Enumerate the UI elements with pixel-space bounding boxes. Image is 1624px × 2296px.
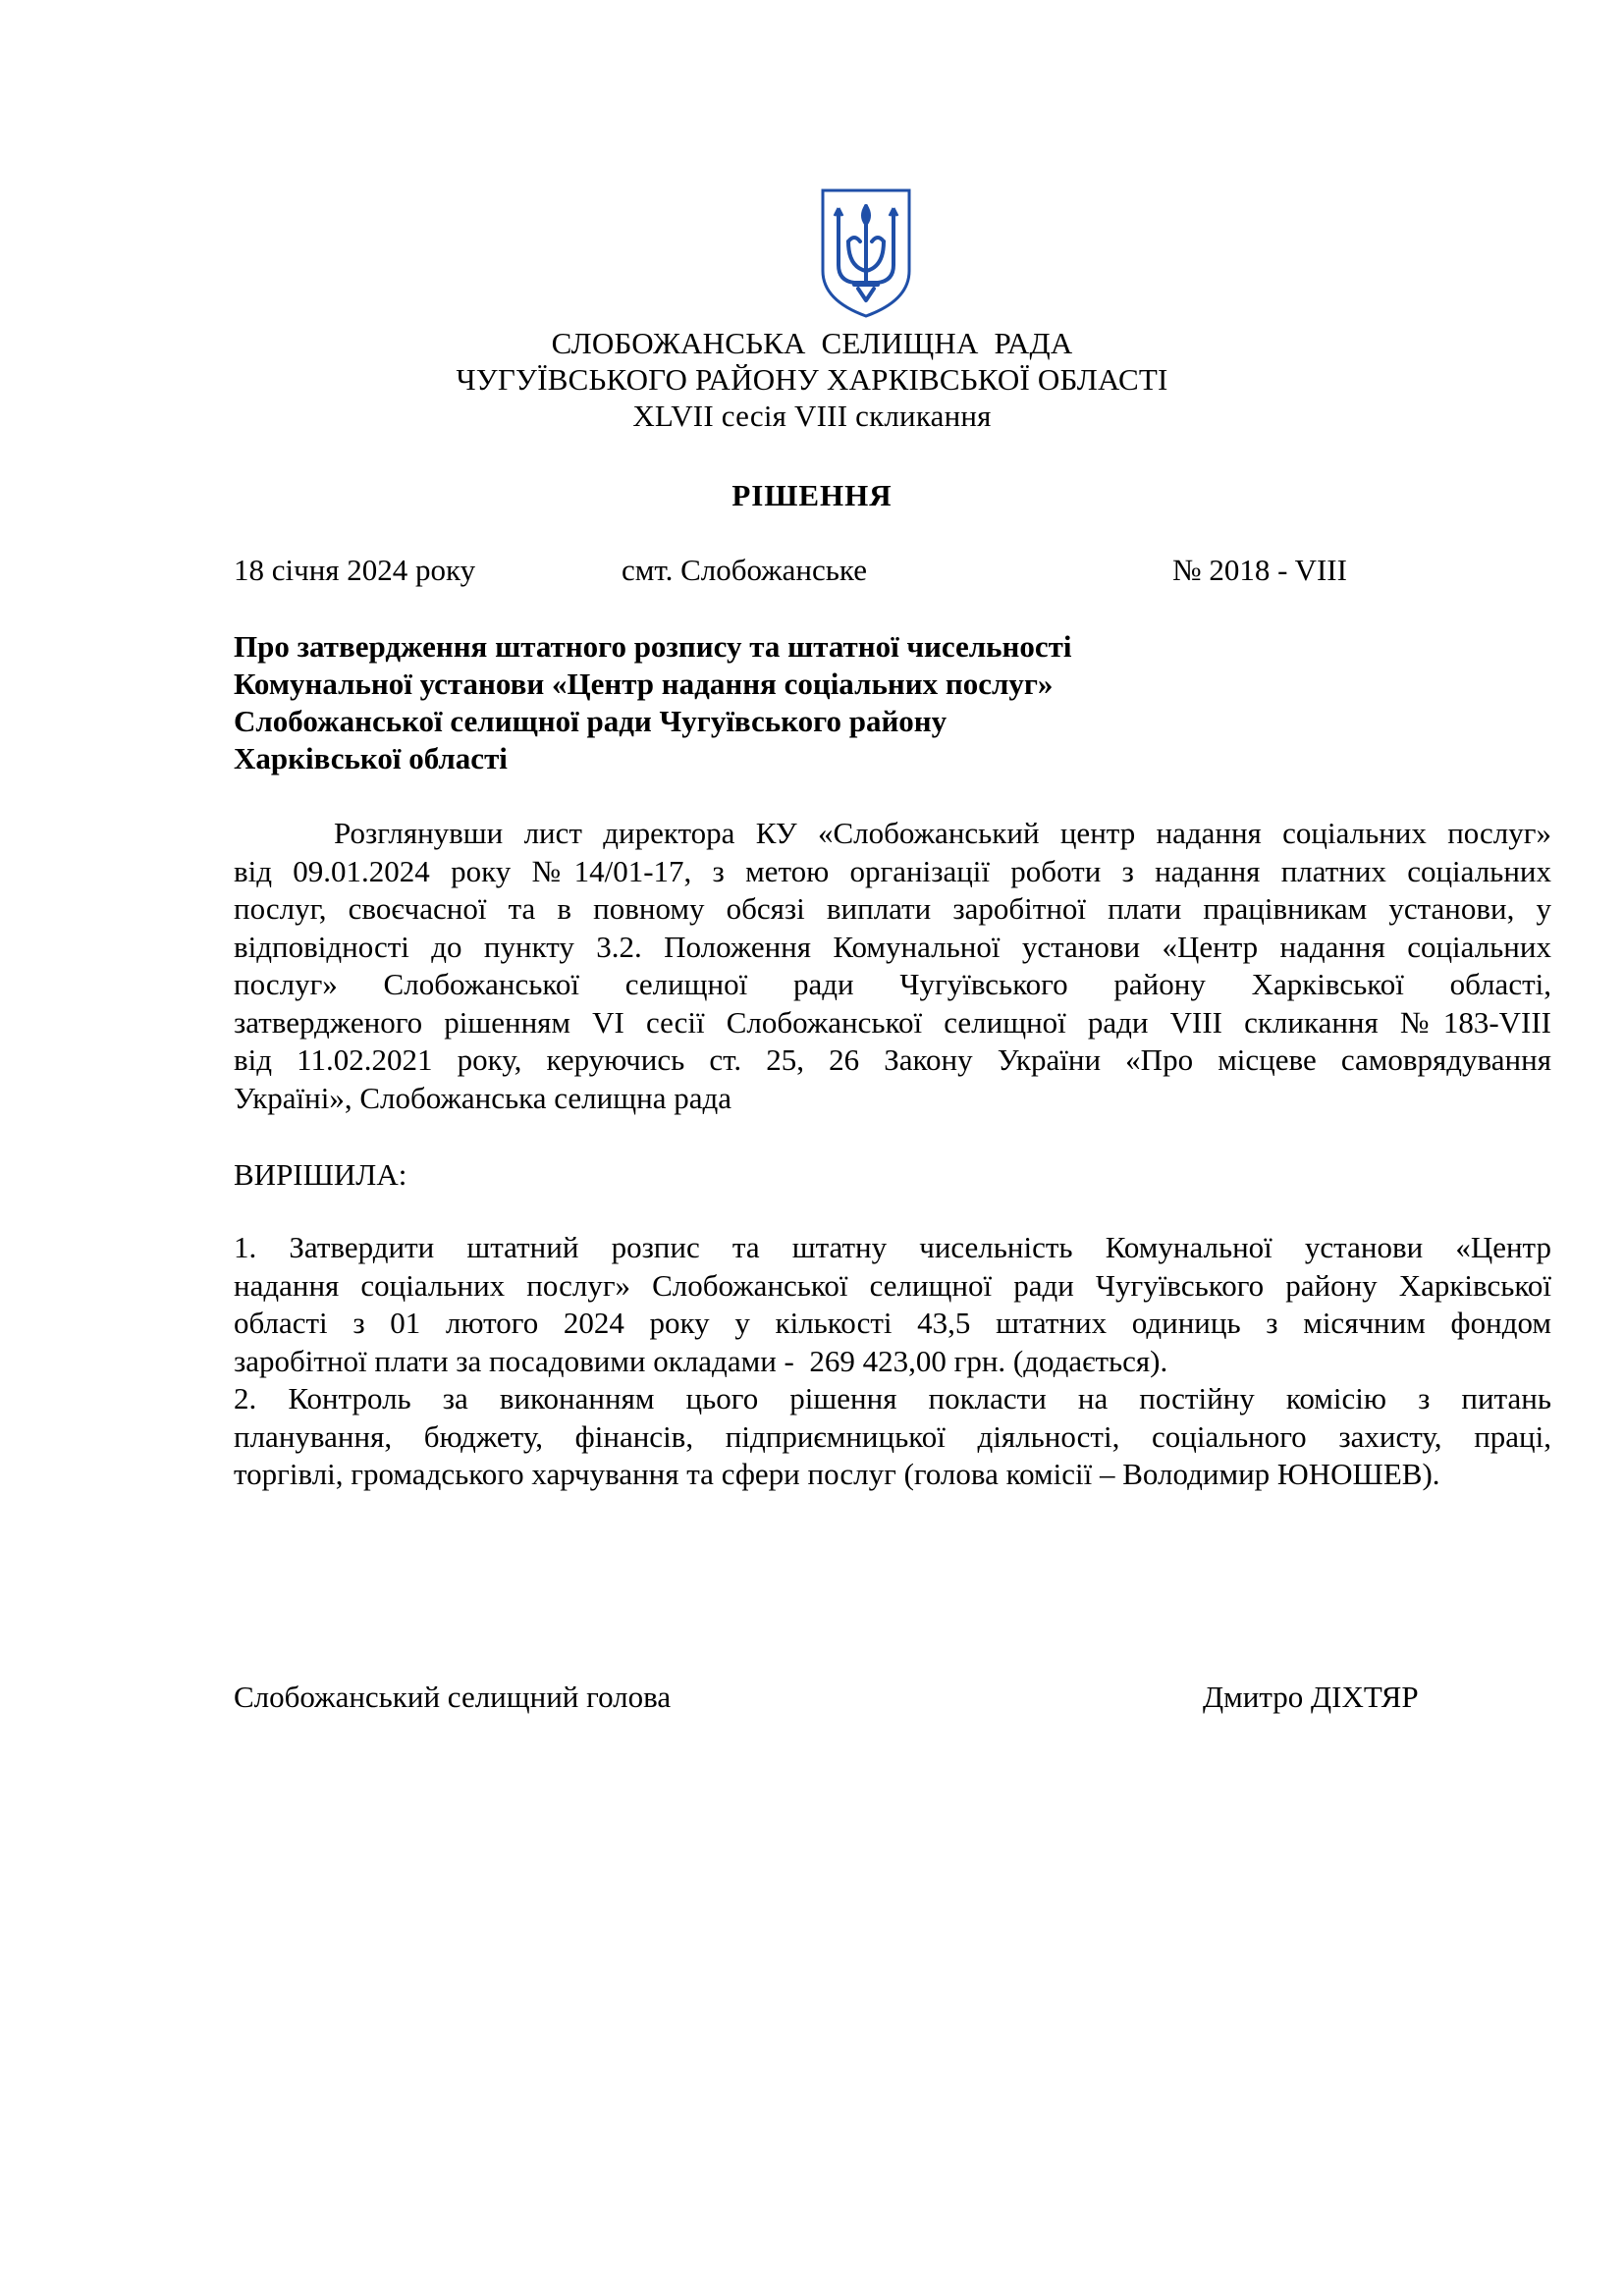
- document-header: [0, 325, 1624, 434]
- subject-line: Слобожанської селищної ради Чугуївського району: [234, 704, 947, 738]
- item-line: 2. Контроль за виконанням цього рішення покласти на постійну комісію з питань: [234, 1381, 1551, 1415]
- decision-subject: [234, 628, 1216, 777]
- preamble-line: затвердженого рішенням VI сесії Слобожанської селищної ради VIII скликання №183-VIII: [234, 1004, 1551, 1040]
- signatory-name: Дмитро ДІХТЯР: [1203, 1680, 1419, 1714]
- preamble-line: послуг» Слобожанської селищної ради Чугуївського району Харківської області,: [234, 967, 1551, 1001]
- resolution-items: [234, 1229, 1551, 1494]
- preamble-line: послуг, своєчасної та в повному обсязі виплати заробітної плати працівникам установи, у: [234, 891, 1551, 926]
- signatory-position: Слобожанський селищний голова: [234, 1680, 672, 1714]
- decision-date: 18 січня 2024 року: [234, 553, 476, 587]
- resolved-label: ВИРІШИЛА:: [234, 1157, 407, 1192]
- subject-line: Про затвердження штатного розпису та штатної чисельності: [234, 629, 1072, 664]
- district-name: ЧУГУЇВСЬКОГО РАЙОНУ ХАРКІВСЬКОЇ ОБЛАСТІ: [456, 362, 1168, 397]
- preamble-line: від 11.02.2021 року, керуючись ст. 25, 26 Закону України «Про місцеве самоврядування: [234, 1042, 1551, 1077]
- preamble-line: від 09.01.2024 року №14/01-17, з метою організації роботи з надання платних соціальних: [234, 853, 1551, 888]
- decision-place: смт. Слобожанське: [622, 553, 867, 587]
- preamble-line: відповідності до пункту 3.2. Положення Комунальної установи «Центр надання соціальних: [234, 929, 1551, 964]
- decision-number: № 2018 - VIII: [1172, 553, 1347, 587]
- ukraine-trident-emblem-icon: [819, 187, 913, 320]
- document-type-title: РІШЕННЯ: [731, 478, 893, 512]
- subject-line: Комунальної установи «Центр надання соціальних послуг»: [234, 667, 1054, 701]
- preamble-paragraph: [234, 815, 1551, 1117]
- subject-line: Харківської області: [234, 741, 508, 775]
- item-line: 1. Затвердити штатний розпис та штатну чисельність Комунальної установи «Центр: [234, 1230, 1551, 1264]
- council-name: СЛОБОЖАНСЬКА СЕЛИЩНА РАДА: [551, 326, 1073, 360]
- item-line: торгівлі, громадського харчування та сфери послуг (голова комісії – Володимир ЮНОШЕВ).: [234, 1457, 1440, 1491]
- preamble-line: Україні», Слобожанська селищна рада: [234, 1080, 731, 1115]
- item-line: області з 01 лютого 2024 року у кількості 43,5 штатних одиниць з місячним фондом: [234, 1306, 1551, 1340]
- session-name: XLVII сесія VIII скликання: [632, 399, 992, 433]
- item-line: планування, бюджету, фінансів, підприємницької діяльності, соціального захисту, праці,: [234, 1418, 1551, 1454]
- item-line: заробітної плати за посадовими окладами - 269 423,00 грн. (додається).: [234, 1343, 1168, 1378]
- item-line: надання соціальних послуг» Слобожанської селищної ради Чугуївського району Харківської: [234, 1267, 1551, 1303]
- preamble-line: Розглянувши лист директора КУ «Слобожанський центр надання соціальних послуг»: [334, 816, 1551, 850]
